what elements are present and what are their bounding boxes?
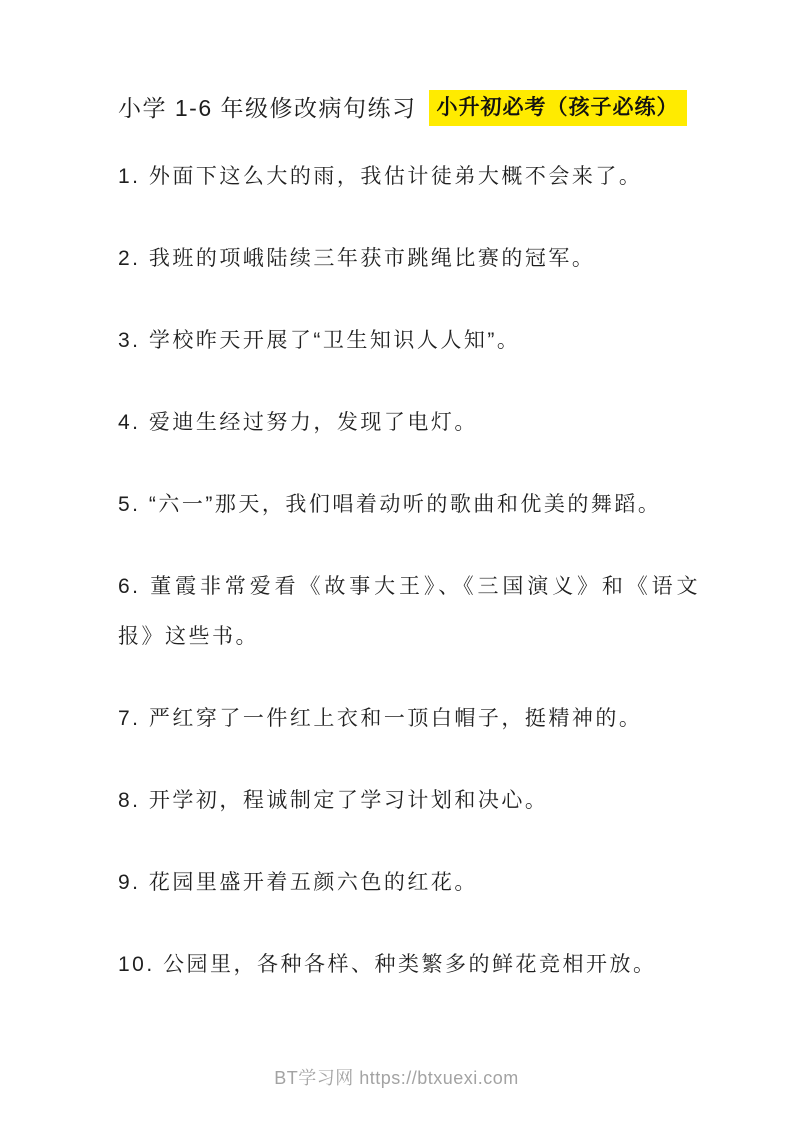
footer xyxy=(0,1064,793,1090)
exercise-item-6: 6. 董霞非常爱看《故事大王》、《三国演义》和《语文报》这些书。 xyxy=(118,575,700,648)
exercise-item-9: 9. 花园里盛开着五颜六色的红花。 xyxy=(118,871,478,894)
title-row xyxy=(118,90,718,126)
watermark-text: BT学习网 https://btxuexi.com xyxy=(274,1068,519,1088)
exercise-item-1: 1. 外面下这么大的雨，我估计徒弟大概不会来了。 xyxy=(118,165,643,188)
exercise-item-10: 10. 公园里，各种各样、种类繁多的鲜花竞相开放。 xyxy=(118,953,657,976)
exercise-item-8: 8. 开学初，程诚制定了学习计划和决心。 xyxy=(118,789,549,812)
exercise-item-7: 7. 严红穿了一件红上衣和一顶白帽子，挺精神的。 xyxy=(118,707,643,730)
exercise-item-4: 4. 爱迪生经过努力，发现了电灯。 xyxy=(118,411,478,434)
exercise-item-2: 2. 我班的项峨陆续三年获市跳绳比赛的冠军。 xyxy=(118,247,596,270)
exercise-item-3: 3. 学校昨天开展了“卫生知识人人知”。 xyxy=(118,329,521,352)
exercise-item-5: 5. “六一”那天，我们唱着动听的歌曲和优美的舞蹈。 xyxy=(118,493,662,516)
highlight-badge: 小升初必考（孩子必练） xyxy=(429,90,687,126)
page-title: 小学 1-6 年级修改病句练习 xyxy=(118,95,417,121)
exercise-list xyxy=(118,152,700,990)
